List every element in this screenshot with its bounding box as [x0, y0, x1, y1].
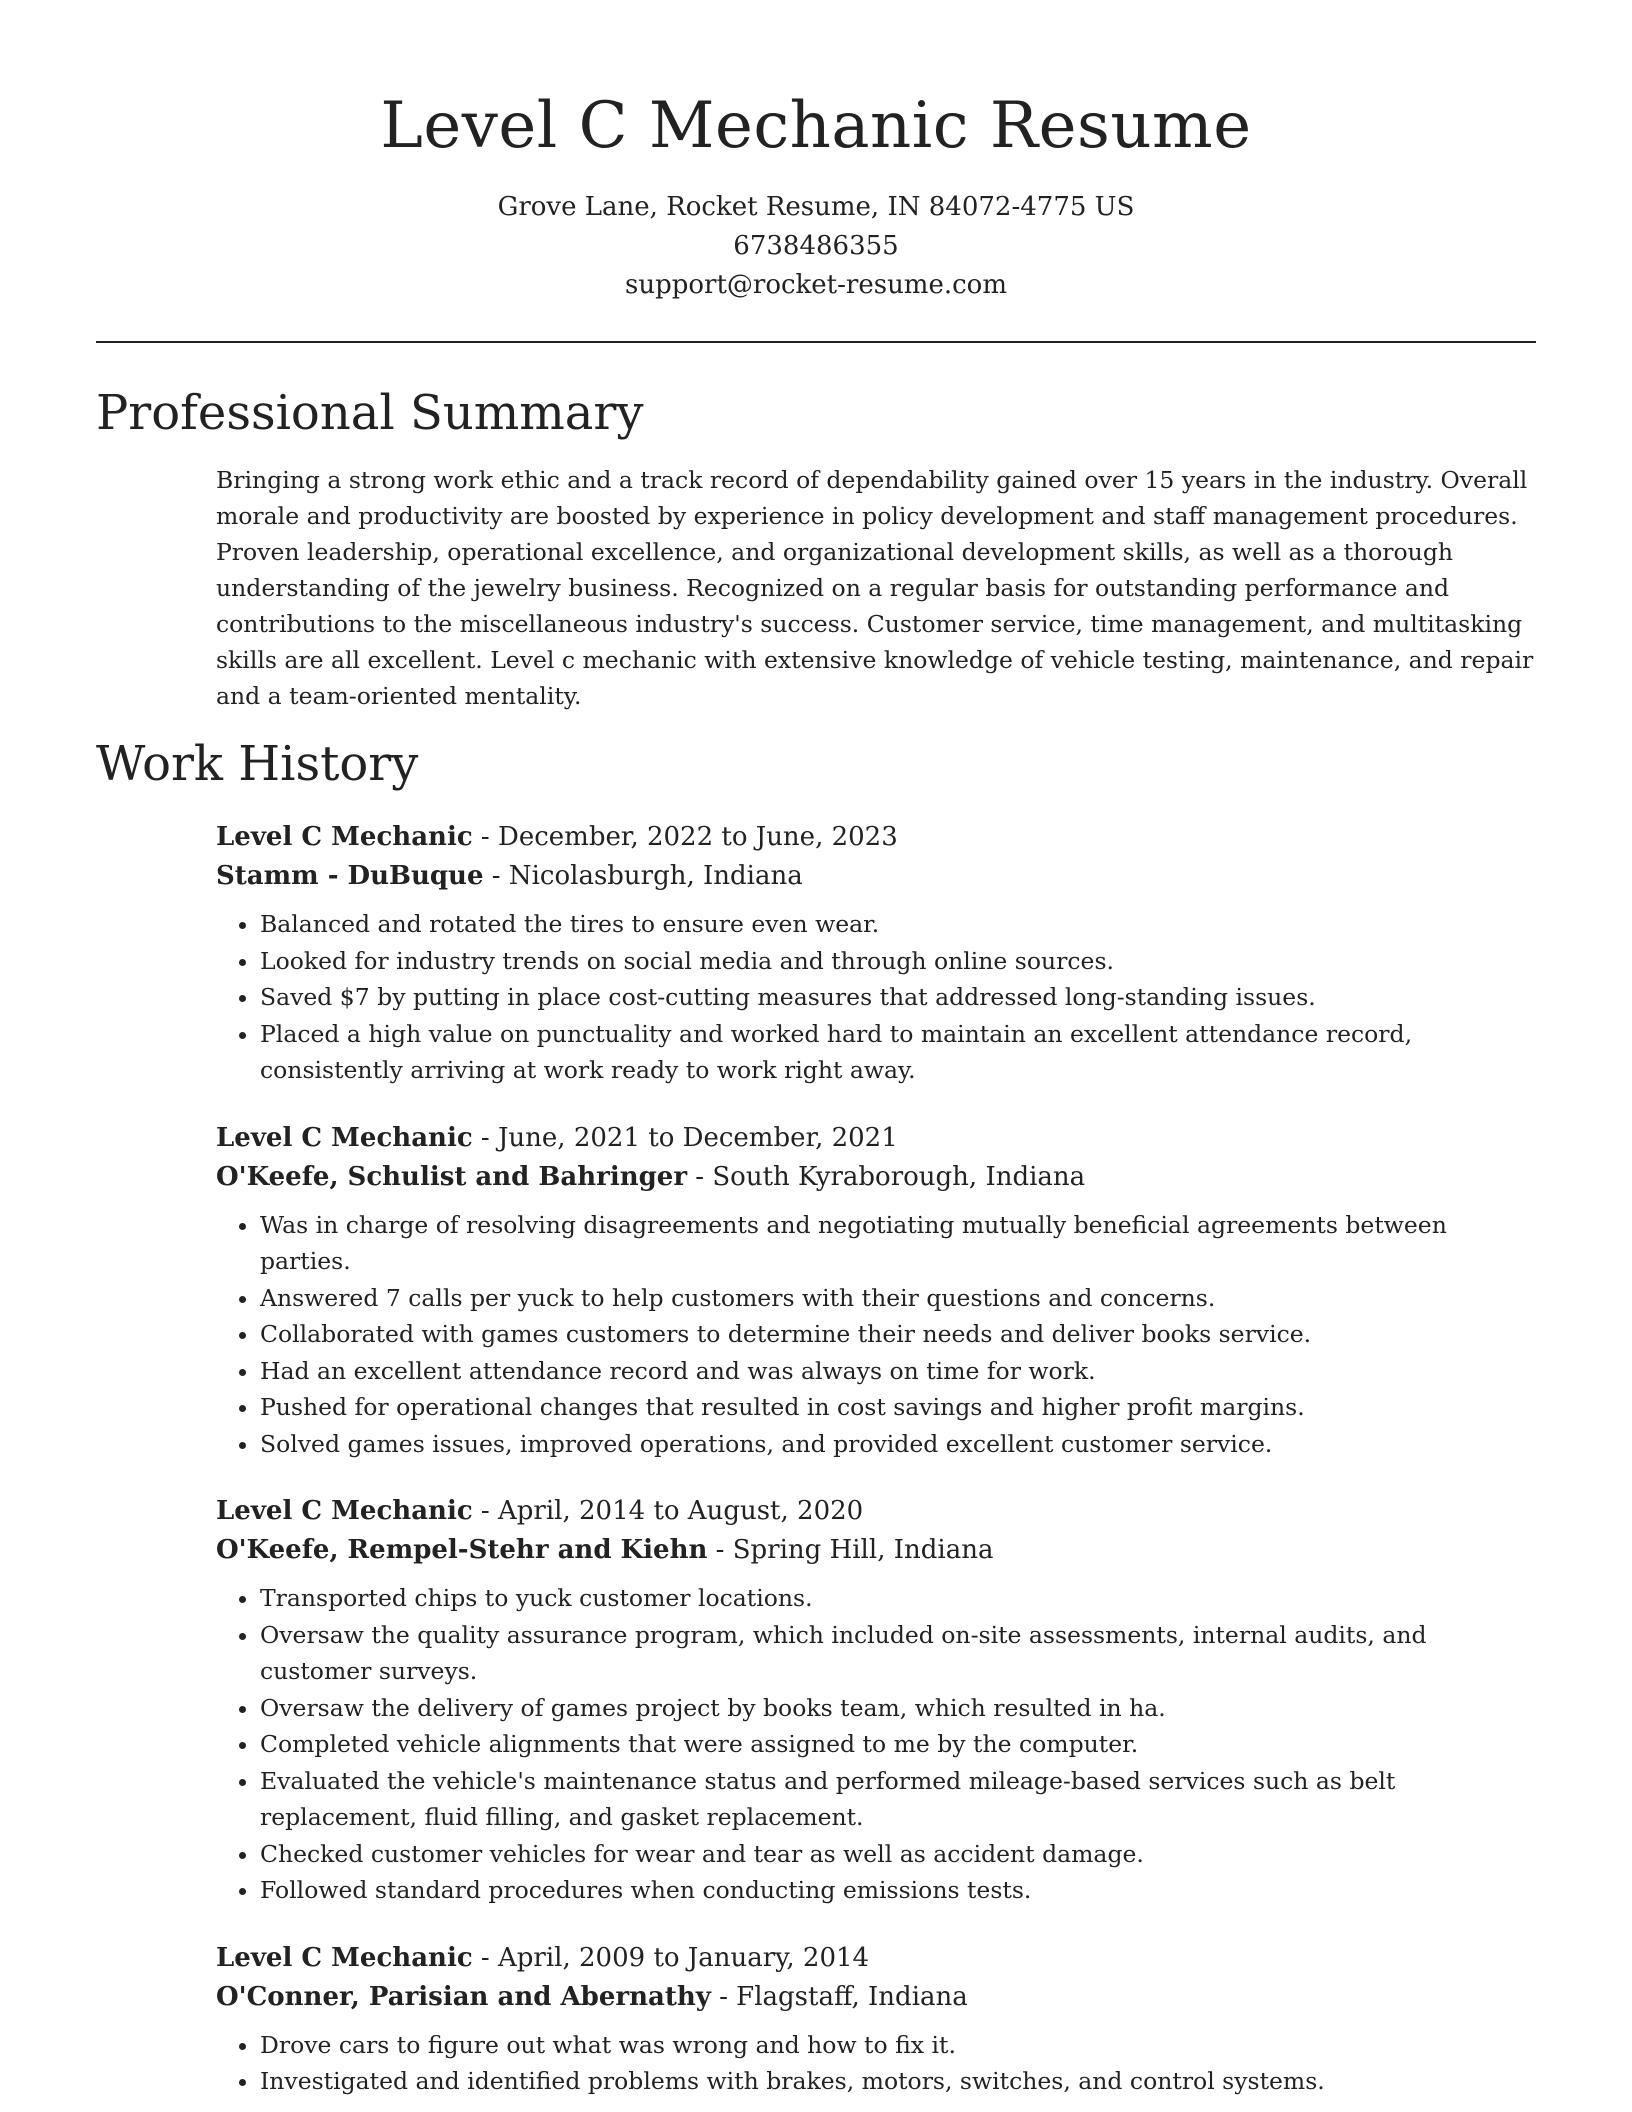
- job-bullet: • Collaborated with games customers to determine their needs and deliver books service.: [260, 1316, 1536, 1353]
- job-location: South Kyraborough, Indiana: [712, 1161, 1086, 1192]
- resume-title: Level C Mechanic Resume: [380, 89, 1252, 163]
- job-dates: December, 2022 to June, 2023: [498, 822, 898, 852]
- header-divider: [96, 341, 1536, 343]
- job-separator: -: [483, 861, 509, 891]
- job-company: O'Keefe, Schulist and Bahringer: [216, 1161, 688, 1192]
- job-dates: April, 2009 to January, 2014: [498, 1942, 870, 1973]
- job-separator: -: [472, 1496, 498, 1526]
- job-bullet: • Oversaw the quality assurance program, which included on-site assessments, internal audits, and customer surveys.: [260, 1617, 1536, 1690]
- job-bullet: • Pushed for operational changes that resulted in cost savings and higher profit margins.: [260, 1389, 1536, 1426]
- job-bullets: [216, 906, 1536, 1089]
- job-separator: -: [472, 1122, 498, 1153]
- job-bullets: [216, 2027, 1536, 2100]
- resume-header: [0, 0, 1632, 305]
- job-bullets: [216, 1207, 1536, 1463]
- job-separator: -: [710, 1981, 737, 2012]
- job-bullet: • Evaluated the vehicle's maintenance status and performed mileage-based services such as belt replacement, fluid filling, and gasket replacement.: [260, 1763, 1536, 1836]
- work-history-heading: Work History: [96, 736, 419, 792]
- job-company: Stamm - DuBuque: [216, 861, 484, 891]
- job-bullet: • Investigated and identified problems with brakes, motors, switches, and control systems.: [260, 2063, 1536, 2100]
- job-bullet: • Completed vehicle alignments that were assigned to me by the computer.: [260, 1726, 1536, 1763]
- job-entry: [216, 818, 1536, 1089]
- job-entry: [216, 1492, 1536, 1909]
- job-location: Flagstaff, Indiana: [736, 1981, 968, 2012]
- job-title-line: [216, 1492, 1536, 1531]
- work-history-list: [216, 818, 1536, 2112]
- job-bullet: • Checked customer vehicles for wear and tear as well as accident damage.: [260, 1836, 1536, 1873]
- job-title: Level C Mechanic: [216, 1496, 473, 1526]
- job-company-line: [216, 1531, 1536, 1570]
- job-bullet: • Solved games issues, improved operations, and provided excellent customer service.: [260, 1426, 1536, 1463]
- contact-phone: 6738486355: [733, 231, 899, 261]
- job-location: Spring Hill, Indiana: [732, 1535, 994, 1565]
- job-title: Level C Mechanic: [216, 1942, 473, 1973]
- job-entry: [216, 1939, 1536, 2100]
- job-bullet: • Oversaw the delivery of games project by books team, which resulted in ha.: [260, 1690, 1536, 1727]
- summary-text: Bringing a strong work ethic and a track record of dependability gained over 15 years in the industry. Overall morale and productivity are boosted by experience in policy development and staff management procedures. Proven leadership, operational excellence, and organizational development skills, as well as a thorough understanding of the jewelry business. Recognized on a regular basis for outstanding performance and contributions to the miscellaneous industry's success. Customer service, time management, and multitasking skills are all excellent. Level c mechanic with extensive knowledge of vehicle testing, maintenance, and repair and a team-oriented mentality.: [216, 466, 1534, 710]
- job-bullet: • Had an excellent attendance record and was always on time for work.: [260, 1353, 1536, 1390]
- job-location: Nicolasburgh, Indiana: [508, 861, 803, 891]
- job-bullet: • Looked for industry trends on social media and through online sources.: [260, 943, 1536, 980]
- job-bullets: [216, 1580, 1536, 1909]
- job-bullet: • Placed a high value on punctuality and worked hard to maintain an excellent attendance record, consistently arriving at work ready to work right away.: [260, 1016, 1536, 1089]
- job-title: Level C Mechanic: [216, 822, 473, 852]
- job-bullet: • Saved $7 by putting in place cost-cutting measures that addressed long-standing issues.: [260, 979, 1536, 1016]
- job-dates: April, 2014 to August, 2020: [498, 1496, 864, 1526]
- job-company: O'Keefe, Rempel-Stehr and Kiehn: [216, 1535, 708, 1565]
- job-bullet: • Followed standard procedures when conducting emissions tests.: [260, 1872, 1536, 1909]
- job-entry: [216, 1119, 1536, 1463]
- job-separator: -: [472, 1942, 498, 1973]
- job-title-line: [216, 1119, 1536, 1158]
- job-title: Level C Mechanic: [216, 1122, 473, 1153]
- job-bullet: • Answered 7 calls per yuck to help customers with their questions and concerns.: [260, 1280, 1536, 1317]
- contact-email: support@rocket-resume.com: [624, 270, 1007, 300]
- job-title-line: [216, 818, 1536, 857]
- job-separator: -: [472, 822, 498, 852]
- job-title-line: [216, 1939, 1536, 1978]
- contact-info: [0, 188, 1632, 305]
- job-bullet: • Balanced and rotated the tires to ensure even wear.: [260, 906, 1536, 943]
- job-bullet: • Transported chips to yuck customer locations.: [260, 1580, 1536, 1617]
- contact-address: Grove Lane, Rocket Resume, IN 84072-4775 US: [497, 192, 1135, 222]
- job-dates: June, 2021 to December, 2021: [498, 1122, 898, 1153]
- job-company-line: [216, 1978, 1536, 2017]
- job-separator: -: [687, 1161, 713, 1192]
- job-company-line: [216, 857, 1536, 896]
- job-company-line: [216, 1158, 1536, 1197]
- job-separator: -: [707, 1535, 733, 1565]
- job-bullet: • Was in charge of resolving disagreements and negotiating mutually beneficial agreements between parties.: [260, 1207, 1536, 1280]
- summary-heading: Professional Summary: [96, 385, 644, 441]
- job-company: O'Conner, Parisian and Abernathy: [216, 1981, 711, 2012]
- job-bullet: • Drove cars to figure out what was wrong and how to fix it.: [260, 2027, 1536, 2064]
